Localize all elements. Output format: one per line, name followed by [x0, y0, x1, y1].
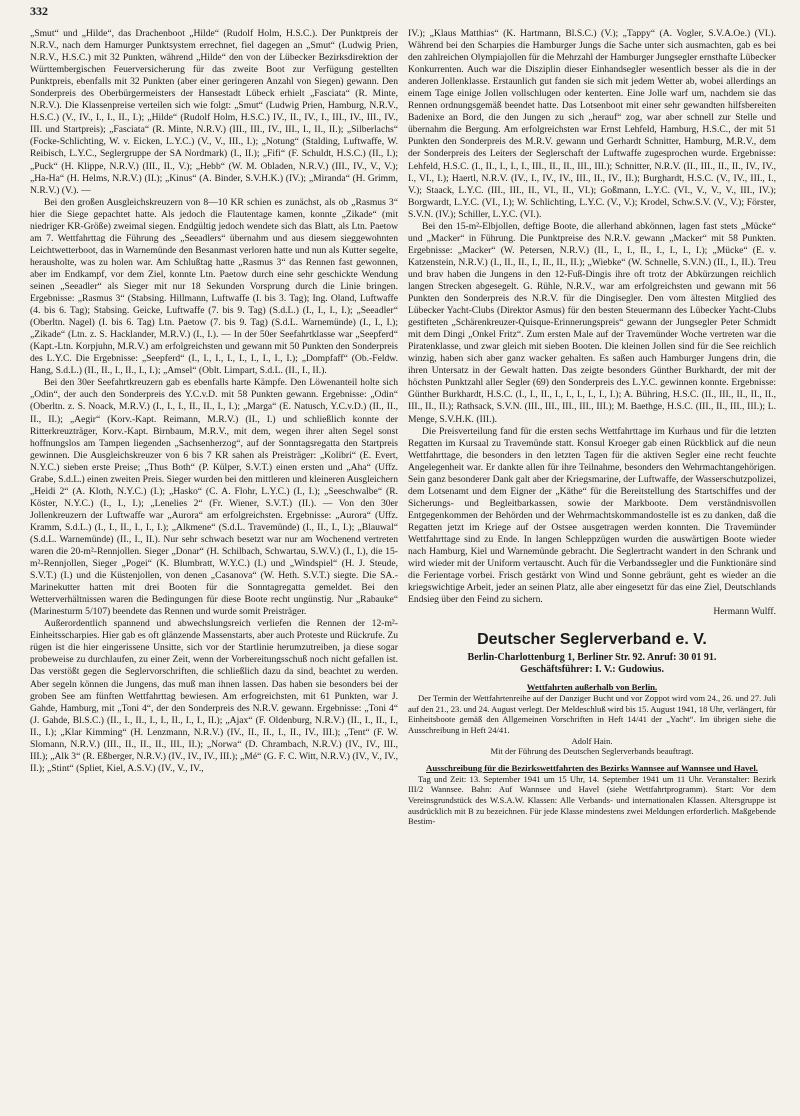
right-column [408, 28, 776, 1108]
page-number: 332 [30, 4, 48, 18]
announcement-address: Berlin-Charlottenburg 1, Berliner Str. 92. Anruf: 30 01 91. [467, 652, 717, 664]
section-text: Der Termin der Wettfahrtenreihe auf der Danziger Bucht und vor Zoppot wird vom 24., 26. und 27. Juli auf den 21., 23. und 24. August verlegt. Der Meldeschluß wird bis 15. August 1941, 18 Uhr, verlängert, für Einheitsboote gemäß den Allgemeinen Vorschriften in Heft 14/41 der „Yacht“. Im übrigen siehe die Ausschreibung in Heft 24/41. [408, 693, 776, 736]
article-paragraph: Außerordentlich spannend und abwechslungsreich verliefen die Rennen der 12-m²-Einheitsscharpies. Hier gab es oft glänzende Massenstarts, aber auch Proteste und Rückrufe. Zu rügen ist die hier eingerissene Unsitte, sich vor der Startlinie herumzutreiben, ja diese sogar probeweise zu durchlaufen, zu einer Zeit, wenn der Vorbereitungsschuß noch nicht gefallen ist. Das verstößt gegen die Seglervorschriften, die schließlich dazu da sind, beachtet zu werden. Aber segeln können die Jungens, das muß man ihnen lassen. Das haben sie besonders bei der groben See am fünften Wettfahrttag bewiesen. Am erfogreichsten, mit 61 Punkten, war J. Gahde, Hamburg, mit „Toni 4“, der den Sonderpreis des N.R.V. gewann. Ergebnisse: „Toni 4“ (J. Gahde, Bl.S.C.) (II., I., II., I., I., II., I., I., II.); „Ajax“ (F. Oldenburg, N.R.V.) (II., I., II., I., II., I.); „Klar Kimming“ (H. Lenzmann, N.R.V.) (IV., II., II., I., II., IV., III.); „Tent“ (F. W. Slomann, N.R.V.) (III., II., II., II., III., II.); „Norwa“ (D. Chrambach, N.R.V.) (IV., IV., III., III.); „Alk 3“ (R. Eßberger, N.R.V.) (IV., IV., IV., III.); „Mé“ (G. F. C. Witt, N.R.V.) (IV., V., IV., II.); „Stint“ (Spliet, Kiel, A.S.V.) (IV., V., IV., [30, 618, 398, 774]
left-column [30, 28, 398, 1108]
section-signature-role: Mit der Führung des Deutschen Seglerverbands beauftragt. [490, 746, 694, 757]
article-paragraph: Die Preisverteilung fand für die ersten sechs Wettfahrttage im Kurhaus und für die letzten Regatten im Kursaal zu Travemünde statt. Konsul Kroeger gab einen Rückblick auf die neun Wettfahrttage, die besonders in den letzten Tagen für die aktiven Segler eine recht feuchte Angelegenheit war. Er dankte allen für ihre Teilnahme, besonders den Wehrmachtangehörigen. Sein ganz besonderer Dank galt aber der Kriegsmarine, der Luftwaffe, der Wasserschutzpolizei, dem Lotsenamt und dem Eigner der „Käthe“ für die Bereitstellung des Startschiffes und der Sicherungs- und Begleitbarkassen, sowie der Markboote. Dem verständnisvollen Entgegenkommen der Behörden und der Wehrmachtskommandostelle ist es zu danken, daß die Regatten jetzt im Kriege auf der Ostsee ausgetragen werden konnten. Die Travemünder Wettfahrttage sind zu Ende. In langen Schleppzügen wurden die auswärtigen Boote wieder nach Hamburg, Kiel und Warnemünde gebracht. Die Seglertracht wandert in den Schrank und wird wieder mit der Uniform vertauscht. Auch für die Verbandssegler und die Funktionäre sind die Ferientage vorbei. Frisch gestärkt von Wind und Sonne gebräunt, geht es wieder an die kriegswichtige Arbeit, jeder an seinen Platz, alle aber eingesetzt für das eine Ziel, Deutschlands Endsieg über den Feind zu sichern. [408, 425, 776, 606]
association-announcement [408, 630, 776, 827]
article-paragraph: Bei den 15-m²-Elbjollen, deftige Boote, die allerhand abkönnen, lagen fast stets „Mücke“ und „Macker“ in Führung. Die Punktpreise des N.R.V. gewann „Macker“ mit 58 Punkten. Ergebnisse: „Macker“ (W. Petersen, N.R.V.) (II., I., I., II., I., I., I., I.); „Mücke“ (E. v. Katzenstein, N.R.V.) (I., II., II., I., II., II., II.); „Wiebke“ (W. Schnelle, S.V.N.) (II., I., II.). Treu und brav haben die Jungens in den 12-Fuß-Dingis ihre oft trotz der Abkürzungen reichlich langen Strecken abgesegelt. G. Rühle, N.R.V., war am erfolgreichsten und gewann mit 56 Punkten den Sonderpreis des N.R.V. für die Dingisegler. Den vom ältesten Mitglied des Lübecker Yacht-Clubs (Direktor Asmus) für den besten Steuermann des Lübecker Yacht-Clubs gestifteten „Schärenkreuzer-Quisque-Erinnerungspreis“ gewann der Jungsegler Peter Schmidt mit dem Dingi „Onkel Fritz“. Zum ersten Male auf der Travemünder Woche vertreten war die Piratenklasse, und zwar gleich mit sieben Booten. Die kleinen Jollen sind für die See reichlich winzig, haben sich aber ganz wacker gehalten. Es saßen auch Hamburger Jungens drin, die ihren Untersatz in der Gewalt hatten. Das zeigte besonders Günther Burkhardt, der mit der höchsten Punktzahl aller Segler (69) den Sonderpreis des L.Y.C. gewinnen konnte. Ergebnisse: Günther Burkhardt, H.S.C. (I., I., II., I., I., I., I., I., I.); A. Bühring, H.S.C. (II., III., II., II., II., III., II., II.); Rathsack, S.V.N. (III., III., III., III., III.); M. Baethge, H.S.C. (III., II., III., III.); L. Menge, S.V.H.K. (III.). [408, 220, 776, 425]
article-paragraph: IV.); „Klaus Matthias“ (K. Hartmann, Bl.S.C.) (V.); „Tappy“ (A. Vogler, S.V.A.Oe.) (VI.). Während bei den Scharpies die Hamburger Jungs die Sache unter sich ausmachten, gab es bei den zahlreichen Olympiajollen für die Mehrzahl der Hamburger Jungsegler ernsthafte Lübecker Konkurrenten. Auch war die Disziplin dieser Einhandsegler wesentlich besser als die in der anderen Jollenklasse. Erstaunlich gut fanden sie sich mit jedem Wetter ab, wobei allerdings an einem Tage einige Jollen vollschlugen oder kenterten. Eine Jolle warf um, nachdem sie das Rennen ordnungsgemäß beendet hatte. Das Lotsenboot mit einer sehr gewandten hilfsbereiten Badenixe an Bord, die den Jungen zu sich „herauf“ zog, war aber schnell zur Stelle und übernahm die Bergung. Am erfolgreichsten war Ernst Lehfeld, Hamburg, H.S.C., der mit 51 Punkten den Sonderpreis des M.R.V. gewann und Gerhardt Schnitter, Hamburg, M.R.V., dem der Sonderpreis des Leiters der Seglerschaft der Luftwaffe zugesprochen wurde. Ergebnisse: Lehfeld, H.S.C. (I., II., I., I., I., III., II., II., III., III.); Schnitter, N.R.V. (II., III., II., II., IV., IV., I., VI., I.); Haertl, N.R.V. (IV., I., IV., IV., III., II., IV., II.); Burghardt, H.S.C. (V., IV., III., I., V.); Staack, L.Y.C. (III., III., II., VI., II., VI.); Goßmann, L.Y.C. (VI., V., V., V., III., IV.); Borgwardt, L.Y.C. (VI., I.); W. Schlichting, L.Y.C. (V., V.); Krodel, Schw.S.V. (V., V.); Förster, S.V.N. (IV.); Schiller, L.Y.C. (VI.). [408, 28, 776, 220]
section-signature: Adolf Hain. [571, 735, 613, 746]
article-paragraph: „Smut“ und „Hilde“, das Drachenboot „Hilde“ (Rudolf Holm, H.S.C.). Der Punktpreis der N.R.V., nach dem Hamurger Punktsystem errechnet, fiel dagegen an „Smut“ (Ludwig Prien, N.R.V., H.S.C.) mit 32 Punkten, während „Hilde“ den von der Lübecker Bezirksdirektion der Württembergischen Feuerversicherung für das zweite Boot zur Verfügung gestellten Punktpreis, ebenfalls mit 32 Punkten (aber einer geringeren Anzahl von Siegen) gewann. Den Sonderpreis des Oberbürgermeisters der Hansestadt Lübeck erhielt „Fasciata“ (R. Minte, N.R.V.). Die Klassenpreise verteilen sich wie folgt: „Smut“ (Ludwig Prien, Hamburg, N.R.V., H.S.C.) (V., IV., I., I., II., I.); „Hilde“ (Rudolf Holm, H.S.C.) IV., II., IV., I., III., IV., III., IV., III. und Startpreis); „Fasciata“ (R. Minte, N.R.V.) (III., III., IV., III., I., II., II.); „Silberlachs“ (Focke-Schlichting, W. v. Eicken, L.Y.C.) (V., V., III., I.); „Notung“ (Stalding, Luftwaffe, W. Reibisch, L.Y.C., Seglergruppe der SA Nordmark) (I., II.); „Fifi“ (F. Schuldt, H.S.C.) (II., I.); „Puck“ (H. Klippe, N.R.V.) (III., II., V.); „Hebb“ (W. M. Obladen, N.R.V.) (III., IV., V., V.); „Ha-Ha“ (H. Helms, N.R.V.) (II.); „Kinus“ (A. Binder, S.V.H.K.) (IV.); „Miranda“ (H. Grimm, N.R.V.) (V.). — [30, 28, 398, 196]
section-text: Tag und Zeit: 13. September 1941 um 15 Uhr, 14. September 1941 um 11 Uhr. Veranstalter: Bezirk III/2 Wannsee. Bahn: Auf Wannsee und Havel (siehe Wettfahrtprogramm). Start: Vor dem Vereinsgrundstück des W.S.A.W. Klassen: Alle Verbands- und internationalen Klassen. Altersgruppe ist ausdrücklich mit B zu bezeichnen. Für jede Klasse mindestens zwei Meldungen erforderlich. Maßgebende Bestim- [408, 773, 776, 827]
section-title: Ausschreibung für die Bezirkswettfahrten des Bezirks Wannsee auf Wannsee und Havel. [426, 762, 758, 773]
article-paragraph: Bei den 30er Seefahrtkreuzern gab es ebenfalls harte Kämpfe. Den Löwenanteil holte sich „Odin“, der auch den Sonderpreis des Y.C.v.D. mit 58 Punkten gewann. Ergebnisse: „Odin“ (Oberltn. z. S. Noack, M.R.V.) (I., I., I., II., II., I., I.); „Marga“ (E. Natusch, Y.C.v.D.) (II., II., II., II.); „Aegir“ (Korv.-Kapt. Reimann, M.R.V.) (II., I.) und schließlich konnte der Ritterkreuzträger, Korv.-Kapt. Birnbaum, M.R.V., mit dem, wegen ihrer alten Segel sonst hoffnungslos am Tampen liegenden „Sachsenherzog“, auf der Sonntagsregatta den Startpreis gewinnen. Die Ausgleichskreuzer von 6 bis 7 KR sahen als Preisträger: „Kolibri“ (E. Evert, N.Y.C.) sieben erste Preise; „Thus Both“ (P. Külper, S.V.T.) einen ersten und „Aha“ (Uffz. Grabe, S.d.L.) einen zweiten Preis. Sieger wurden bei den mittleren und kleineren Ausgleichern „Heidi 2“ (A. Kloth, N.Y.C.) (I.); „Hasko“ (C. A. Flohr, L.Y.C.) (I., I.); „Seeschwalbe“ (R. Köster, N.Y.C.) (I., I., I.); „Lenelies 2“ (Fr. Wiener, S.V.T.) (II.). — Von den 30er Jollenkreuzern der Luftwaffe war „Aurora“ am erfolgreichsten. Ergebnisse: „Aurora“ (Uffz. Kramm, S.d.L.) (I., I., II., I., I., I.); „Alkmene“ (S.d.L. Travemünde) (I., II., I., I.); „Blauwal“ (S.d.L. Warnemünde) (II., I., II.). Nur sehr schwach besetzt war nur am Wochenend vertreten waren die 20-m²-Rennjollen. Sieger „Donar“ (H. Schilbach, Schwartau, S.W.V.) (I., I.), die 15-m²-Rennjollen, Sieger „Pogei“ (K. Blumbratt, W.Y.C.) (I.) und „Windspiel“ (H. J. Steude, S.V.T.) (I.) und die Küstenjollen, von denen „Casanova“ (W. Heth. S.V.T.) siegte. Die SA.-Marinekutter hatten mit drei Booten für die Sonntagregatta gemeldet. Bei den Wetterverhältnissen waren die Bedingungen für diese Boote recht ungünstig. Nur „Rabauke“ (Marinesturm 5/107) beendete das Rennen und wurde somit Preisträger. [30, 377, 398, 618]
article-paragraph: Bei den großen Ausgleichskreuzern von 8—10 KR schien es zunächst, als ob „Rasmus 3“ hier die Siege gepachtet hatte. Als jedoch die Flautentage kamen, konnte „Zikade“ (mit niedriger KR-Größe) zweimal siegen. Endgültig jedoch wendete sich das Blatt, als Ltn. Paetow am 7. Wettfahrttag die Führung des „Seeadlers“ übernahm und aus diesem sieggewohnten Leichtwetterboot, das in Warnemünde den Besanmast verloren hatte und nun als Kutter segelte, herausholte, was zu holen war. Am Schlußtag hatte „Rasmus 3“ das Rennen fast gewonnen, aber im Endkampf, vor dem Ziel, konnte Ltn. Paetow durch eine sehr geschickte Wendung seinen „Seeadler“ als Sieger mit nur 18 Sekunden Vorsprung durch die Linie bringen. Ergebnisse: „Rasmus 3“ (Stabsing. Hillmann, Luftwaffe (I. bis 3. Tag); Ing. Oland, Luftwaffe (4. bis 6. Tag); Stabsing. Geicke, Luftwaffe (7. bis 9. Tag) (S.d.L.) (I., I., I., I.); „Seeadler“ (Oberltn. Nagel) (I. bis 6. Tag) Ltn. Paetow (7. bis 9. Tag) (S.d.L. Warnemünde) (I., I., I.); „Zikade“ (Ltn. z. S. Hacklander, M.R.V.) (I., I.). — In der 50er Seefahrtklasse war „Seepferd“ (Kapt.-Ltn. Korpjuhn, M.R.V.) am erfolgreichsten und gewann mit 50 Punkten den Sonderpreis des L.Y.C. Die Ergebnisse: „Seepferd“ (I., I., I., I., I., I., I., I., I.); „Dompfaff“ (Ob.-Feldw. Hang, S.d.L.) (II., II., I., II., I., I.); „Amsel“ (Oblt. Limpart, S.d.L. (II., I., II.). [30, 196, 398, 377]
section-title: Wettfahrten außerhalb von Berlin. [526, 682, 658, 693]
announcement-manager: Geschäftsführer: I. V.: Gudowius. [520, 664, 664, 676]
author-signature: Hermann Wulff. [713, 606, 776, 618]
announcement-title: Deutscher Seglerverband e. V. [477, 631, 707, 649]
